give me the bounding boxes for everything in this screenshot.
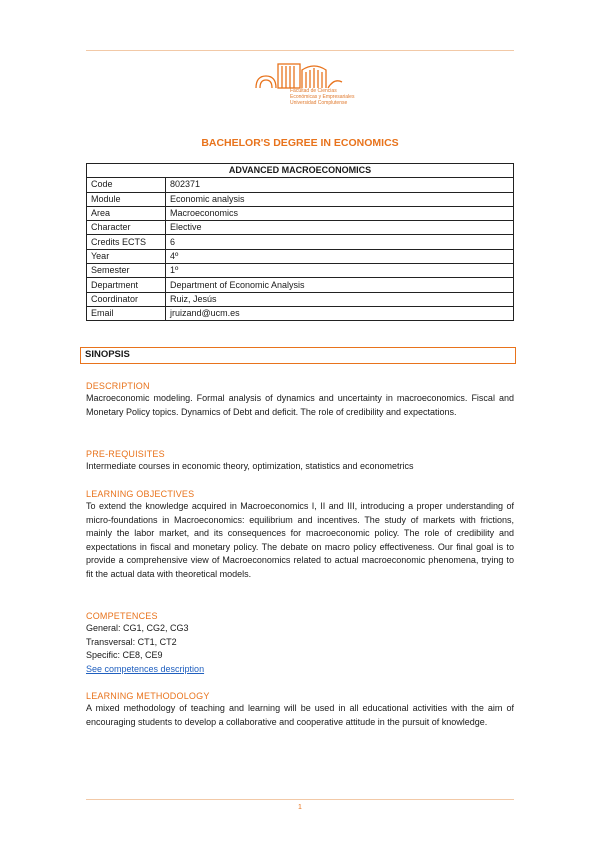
row-value: 1º xyxy=(166,264,514,278)
row-label: Email xyxy=(87,306,166,320)
row-value: 4º xyxy=(166,249,514,263)
table-row xyxy=(87,306,514,320)
row-value: Elective xyxy=(166,221,514,235)
row-value: 6 xyxy=(166,235,514,249)
table-row xyxy=(87,178,514,192)
row-label: Coordinator xyxy=(87,292,166,306)
row-label: Code xyxy=(87,178,166,192)
competences-heading: COMPETENCES xyxy=(86,611,158,621)
table-row xyxy=(87,278,514,292)
row-label: Department xyxy=(87,278,166,292)
row-label: Semester xyxy=(87,264,166,278)
footer-divider xyxy=(86,799,514,800)
table-header-row xyxy=(87,164,514,178)
page-number: 1 xyxy=(298,804,302,811)
table-row xyxy=(87,249,514,263)
row-label: Credits ECTS xyxy=(87,235,166,249)
prerequisites-section xyxy=(86,448,514,474)
row-label: Year xyxy=(87,249,166,263)
methodology-section xyxy=(86,690,514,729)
row-value: Economic analysis xyxy=(166,192,514,206)
methodology-heading: LEARNING METHODOLOGY xyxy=(86,691,210,701)
objectives-heading: LEARNING OBJECTIVES xyxy=(86,489,195,499)
table-row xyxy=(87,192,514,206)
sinopsis-header: SINOPSIS xyxy=(80,347,516,364)
table-row xyxy=(87,221,514,235)
prerequisites-text: Intermediate courses in economic theory, optimization, statistics and econometrics xyxy=(86,461,414,471)
description-heading: DESCRIPTION xyxy=(86,381,150,391)
row-value: Department of Economic Analysis xyxy=(166,278,514,292)
row-label: Module xyxy=(87,192,166,206)
table-row xyxy=(87,292,514,306)
competences-specific: Specific: CE8, CE9 xyxy=(86,650,163,661)
email-value[interactable]: jruizand@ucm.es xyxy=(166,306,514,320)
row-label: Character xyxy=(87,221,166,235)
objectives-text: To extend the knowledge acquired in Macroeconomics I, II and III, introducing a proper understanding of micro-foundations in Macroeconomics: equilibrium and incentives. The study of markets with frictions, mainly the labor market, and its consequences for macroeconomic policy. The role of credibility and expectations in fiscal and monetary policy. The debate on macro policy effectiveness. Our final goal is to provide a comprehensive view of Macroeconomics related to actual macroeconomic phenomena, trying to fit the actual data with theoretical models. xyxy=(86,501,514,579)
row-value: Macroeconomics xyxy=(166,206,514,220)
competences-section xyxy=(86,610,514,676)
competences-link[interactable]: See competences description xyxy=(86,663,205,674)
table-row xyxy=(87,235,514,249)
logo-caption: Facultad de Ciencias Económicas y Empresariales Universidad Complutense xyxy=(290,88,355,106)
description-text: Macroeconomic modeling. Formal analysis of dynamics and uncertainty in macroeconomics. Fiscal and Monetary Policy topics. Dynamics of Debt and deficit. The role of credibility and expectations. xyxy=(86,393,514,417)
course-title: ADVANCED MACROECONOMICS xyxy=(87,164,514,178)
course-info-table xyxy=(86,163,514,321)
table-row xyxy=(87,264,514,278)
prerequisites-heading: PRE-REQUISITES xyxy=(86,449,165,459)
methodology-text: A mixed methodology of teaching and learning will be used in all educational activities with the aim of encouraging students to develop a collaborative and cooperative attitude in the pursuit of knowledge. xyxy=(86,703,514,727)
degree-title: BACHELOR'S DEGREE IN ECONOMICS xyxy=(201,137,399,149)
description-section xyxy=(86,380,514,419)
row-label: Area xyxy=(87,206,166,220)
objectives-section xyxy=(86,488,514,582)
table-row xyxy=(87,206,514,220)
row-value: Ruiz, Jesús xyxy=(166,292,514,306)
competences-general: General: CG1, CG2, CG3 xyxy=(86,623,189,633)
row-value: 802371 xyxy=(166,178,514,192)
header-divider xyxy=(86,50,514,51)
competences-transversal: Transversal: CT1, CT2 xyxy=(86,636,177,647)
